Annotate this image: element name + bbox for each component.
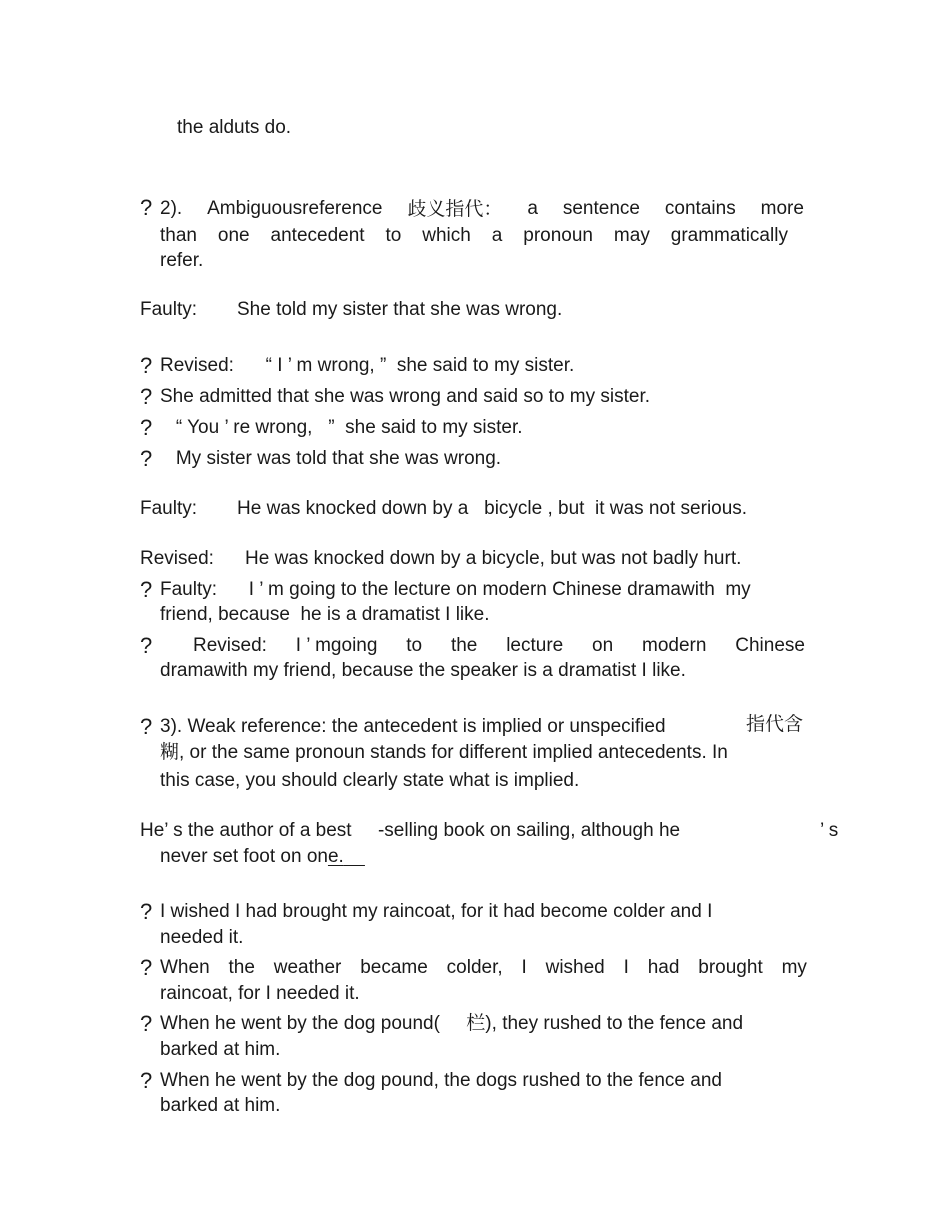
revised-example: She admitted that she was wrong and said so to my sister.: [160, 386, 651, 407]
bullet-marker: ?: [140, 955, 153, 980]
revised-example-line1: Revised: I ’ mgoing to the lecture on modern Chinese: [193, 635, 805, 656]
bullet-marker: ?: [140, 899, 153, 924]
weak-example-line1: I wished I had brought my raincoat, for it had become colder and I: [160, 901, 713, 922]
weak-example-line1: When he went by the dog pound( 栏), they rushed to the fence and: [160, 1013, 744, 1034]
revised-example: “ You ’ re wrong, ” she said to my sister.: [160, 417, 523, 438]
revised-example: My sister was told that she was wrong.: [160, 448, 502, 469]
section3-heading-line1: 3). Weak reference: the antecedent is implied or unspecified: [160, 716, 666, 737]
weak-example-line1-tail: ’ s: [820, 820, 839, 841]
weak-example-line1: When he went by the dog pound, the dogs rushed to the fence and: [160, 1070, 722, 1091]
revised-example: Revised: “ I ’ m wrong, ” she said to my sister.: [160, 355, 575, 376]
section2-heading-line1: 2). Ambiguousreference 歧义指代： a sentence contains more: [160, 198, 804, 220]
bullet-marker: ?: [140, 195, 153, 220]
revised-label: Revised:: [140, 548, 214, 569]
bullet-marker: ?: [140, 714, 153, 739]
bullet-marker: ?: [140, 1068, 153, 1093]
bullet-marker: ?: [140, 1011, 153, 1036]
bullet-marker: ?: [140, 415, 153, 440]
faulty-example: He was knocked down by a bicycle , but it was not serious.: [237, 498, 748, 519]
weak-example-line2: barked at him.: [160, 1095, 281, 1116]
weak-example-line1: He’ s the author of a best -selling book on sailing, although he: [140, 820, 681, 841]
bullet-marker: ?: [140, 353, 153, 378]
section3-heading-cjk: 指代含: [746, 713, 804, 735]
bullet-marker: ?: [140, 577, 153, 602]
revised-example: He was knocked down by a bicycle, but was not badly hurt.: [245, 548, 742, 569]
weak-example-line2: never set foot on one.: [160, 846, 344, 867]
weak-example-line2: raincoat, for I needed it.: [160, 983, 360, 1004]
section3-heading-line3: this case, you should clearly state what is implied.: [160, 770, 580, 791]
section3-heading-line2: 糊, or the same pronoun stands for different implied antecedents. In: [160, 742, 728, 763]
bullet-marker: ?: [140, 384, 153, 409]
section2-heading-line3: refer.: [160, 250, 204, 271]
intro-tail: the alduts do.: [177, 117, 292, 138]
faulty-label: Faulty:: [140, 299, 198, 320]
revised-example-line2: dramawith my friend, because the speaker is a dramatist I like.: [160, 660, 686, 681]
bullet-marker: ?: [140, 633, 153, 658]
weak-example-line2: needed it.: [160, 927, 244, 948]
faulty-example: She told my sister that she was wrong.: [237, 299, 563, 320]
weak-example-line1: When the weather became colder, I wished I had brought my: [160, 957, 807, 978]
section2-heading-line2: than one antecedent to which a pronoun may grammatically: [160, 225, 788, 246]
faulty-example-line1: Faulty: I ’ m going to the lecture on modern Chinese dramawith my: [160, 579, 751, 600]
faulty-label: Faulty:: [140, 498, 198, 519]
faulty-example-line2: friend, because he is a dramatist I like.: [160, 604, 490, 625]
weak-example-line2: barked at him.: [160, 1039, 281, 1060]
bullet-marker: ?: [140, 446, 153, 471]
